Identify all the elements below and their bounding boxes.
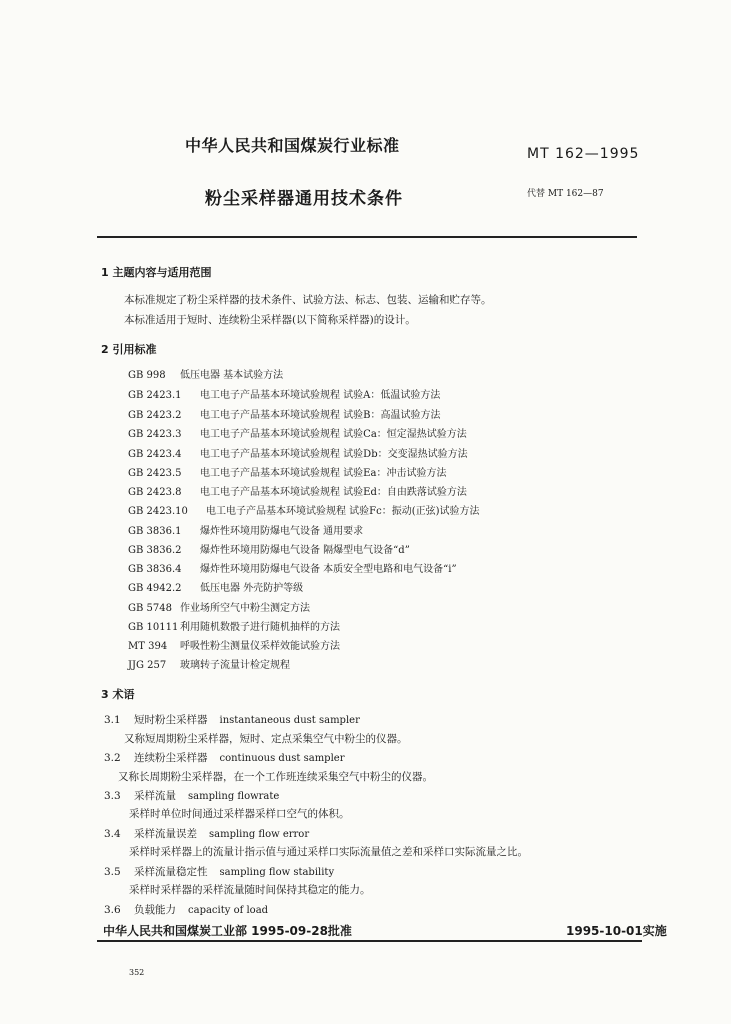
reference-item: GB 2423.3 电工电子产品基本环境试验规程 试验Ca：恒定湿热试验方法 xyxy=(128,429,467,440)
section-3-heading: 3 术语 xyxy=(101,688,135,701)
term-description: 又称长周期粉尘采样器，在一个工作班连续采集空气中粉尘的仪器。 xyxy=(118,771,433,783)
page-number: 352 xyxy=(129,968,145,977)
term-title: 3.5 采样流量稳定性 sampling flow stability xyxy=(104,866,335,878)
term-description: 又称短周期粉尘采样器，短时、定点采集空气中粉尘的仪器。 xyxy=(124,733,408,745)
section-1-heading: 1 主题内容与适用范围 xyxy=(101,266,212,279)
replaces-note: 代替 MT 162—87 xyxy=(527,189,604,199)
section-1-paragraph-2: 本标准适用于短时、连续粉尘采样器(以下简称采样器)的设计。 xyxy=(124,314,416,326)
term-title: 3.4 采样流量误差 sampling flow error xyxy=(104,828,310,840)
reference-item: MT 394 呼吸性粉尘测量仪采样效能试验方法 xyxy=(128,641,340,652)
header-divider xyxy=(97,236,637,238)
term-description: 采样时采样器的采样流量随时间保持其稳定的能力。 xyxy=(129,884,371,896)
reference-item: GB 3836.4 爆炸性环境用防爆电气设备 本质安全型电路和电气设备“i” xyxy=(128,564,457,575)
effective-date: 1995-10-01实施 xyxy=(566,924,667,938)
reference-item: GB 4942.2 低压电器 外壳防护等级 xyxy=(128,583,304,594)
reference-item: GB 5748 作业场所空气中粉尘测定方法 xyxy=(128,603,310,614)
reference-item: GB 2423.1 电工电子产品基本环境试验规程 试验A：低温试验方法 xyxy=(128,390,441,401)
reference-item: GB 2423.2 电工电子产品基本环境试验规程 试验B：高温试验方法 xyxy=(128,410,441,421)
reference-item: GB 3836.2 爆炸性环境用防爆电气设备 隔爆型电气设备“d” xyxy=(128,545,410,556)
term-title: 3.3 采样流量 sampling flowrate xyxy=(104,790,280,802)
document-title: 粉尘采样器通用技术条件 xyxy=(205,189,403,209)
reference-item: GB 2423.5 电工电子产品基本环境试验规程 试验Ea：冲击试验方法 xyxy=(128,468,447,479)
reference-item: GB 2423.8 电工电子产品基本环境试验规程 试验Ed：自由跌落试验方法 xyxy=(128,487,467,498)
section-2-heading: 2 引用标准 xyxy=(101,343,157,356)
term-title: 3.6 负载能力 capacity of load xyxy=(104,904,269,916)
org-title: 中华人民共和国煤炭行业标准 xyxy=(185,136,400,155)
reference-item: GB 10111 利用随机数骰子进行随机抽样的方法 xyxy=(128,622,340,633)
term-description: 采样时单位时间通过采样器采样口空气的体积。 xyxy=(129,808,350,820)
reference-item: GB 998 低压电器 基本试验方法 xyxy=(128,370,284,381)
reference-item: GB 3836.1 爆炸性环境用防爆电气设备 通用要求 xyxy=(128,526,364,537)
footer-divider xyxy=(97,940,642,942)
reference-item: GB 2423.4 电工电子产品基本环境试验规程 试验Db：交变湿热试验方法 xyxy=(128,449,468,460)
reference-item: JJG 257 玻璃转子流量计检定规程 xyxy=(128,660,290,671)
term-description: 采样时采样器上的流量计指示值与通过采样口实际流量值之差和采样口实际流量之比。 xyxy=(129,846,528,858)
section-1-paragraph-1: 本标准规定了粉尘采样器的技术条件、试验方法、标志、包装、运输和贮存等。 xyxy=(124,294,492,306)
term-title: 3.2 连续粉尘采样器 continuous dust sampler xyxy=(104,752,345,764)
issuer-approval: 中华人民共和国煤炭工业部 1995-09-28批准 xyxy=(103,924,352,938)
term-title: 3.1 短时粉尘采样器 instantaneous dust sampler xyxy=(104,714,360,726)
standard-code: MT 162—1995 xyxy=(527,146,640,162)
reference-item: GB 2423.10 电工电子产品基本环境试验规程 试验Fc：振动(正弦)试验方法 xyxy=(128,506,480,517)
